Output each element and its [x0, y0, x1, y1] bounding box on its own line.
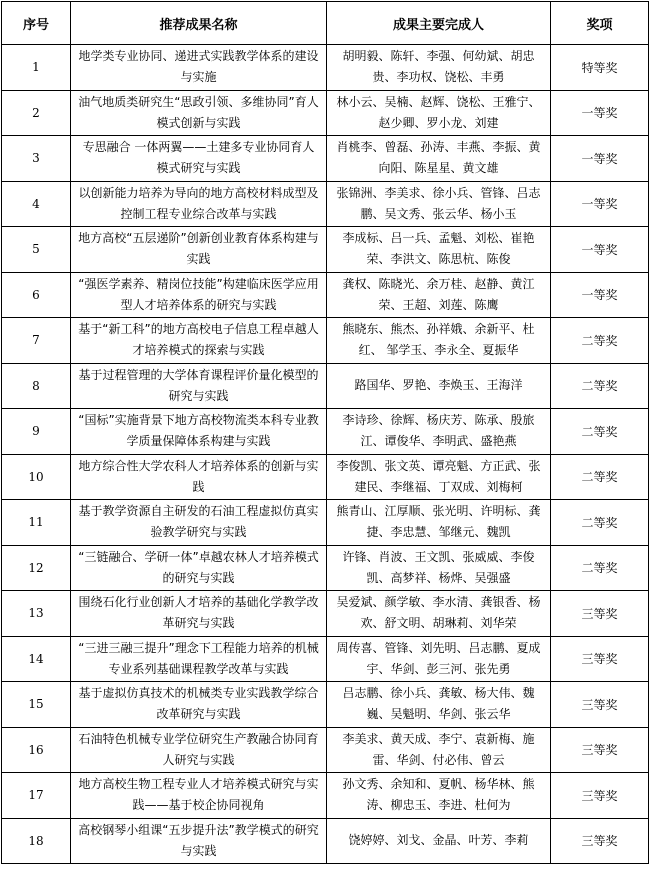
- award-cell: 三等奖: [551, 636, 649, 682]
- completers-cell: 路国华、罗艳、李焕玉、王海洋: [327, 363, 551, 409]
- table-row: [2, 409, 649, 455]
- completers-cell: 林小云、吴楠、赵辉、饶松、王雅宁、赵少卿、罗小龙、刘建: [327, 90, 551, 136]
- award-cell: 特等奖: [551, 45, 649, 91]
- award-cell: 一等奖: [551, 136, 649, 182]
- seq-cell: 5: [2, 227, 71, 273]
- completers-cell: 李诗珍、徐辉、杨庆芳、陈承、殷旅江、谭俊华、李明武、盛艳燕: [327, 409, 551, 455]
- award-cell: 二等奖: [551, 318, 649, 364]
- header-name: 推荐成果名称: [71, 2, 327, 45]
- table-row: [2, 591, 649, 637]
- award-cell: 一等奖: [551, 90, 649, 136]
- award-cell: 二等奖: [551, 545, 649, 591]
- completers-cell: 龚权、陈晓光、余万桂、赵静、黄江荣、王超、刘莲、陈鹰: [327, 272, 551, 318]
- award-cell: 三等奖: [551, 727, 649, 773]
- table-row: [2, 818, 649, 864]
- seq-cell: 18: [2, 818, 71, 864]
- achievement-name-cell: 油气地质类研究生“思政引领、多维协同”育人模式创新与实践: [71, 90, 327, 136]
- award-cell: 二等奖: [551, 454, 649, 500]
- table-row: [2, 136, 649, 182]
- seq-cell: 11: [2, 500, 71, 546]
- seq-cell: 17: [2, 773, 71, 819]
- completers-cell: 张锦洲、李美求、徐小兵、管锋、吕志鹏、吴文秀、张云华、杨小玉: [327, 181, 551, 227]
- header-award: 奖项: [551, 2, 649, 45]
- table-row: [2, 636, 649, 682]
- achievement-name-cell: 地方综合性大学农科人才培养体系的创新与实践: [71, 454, 327, 500]
- table-row: [2, 727, 649, 773]
- completers-cell: 肖桃李、曾磊、孙涛、丰燕、李振、黄向阳、陈星星、黄文雄: [327, 136, 551, 182]
- seq-cell: 15: [2, 682, 71, 728]
- table-row: [2, 773, 649, 819]
- achievement-name-cell: 围绕石化行业创新人才培养的基础化学教学改革研究与实践: [71, 591, 327, 637]
- table-row: [2, 45, 649, 91]
- seq-cell: 14: [2, 636, 71, 682]
- award-cell: 一等奖: [551, 227, 649, 273]
- achievement-name-cell: 基于“新工科”的地方高校电子信息工程卓越人才培养模式的探索与实践: [71, 318, 327, 364]
- achievement-name-cell: 石油特色机械专业学位研究生产教融合协同育人研究与实践: [71, 727, 327, 773]
- seq-cell: 12: [2, 545, 71, 591]
- table-row: [2, 181, 649, 227]
- table-row: [2, 227, 649, 273]
- table-row: [2, 90, 649, 136]
- achievement-name-cell: 专思融合 一体两翼——土建多专业协同育人模式研究与实践: [71, 136, 327, 182]
- table-row: [2, 454, 649, 500]
- achievement-name-cell: “国标”实施背景下地方高校物流类本科专业教学质量保障体系构建与实践: [71, 409, 327, 455]
- award-cell: 一等奖: [551, 181, 649, 227]
- award-cell: 二等奖: [551, 500, 649, 546]
- completers-cell: 许锋、肖波、王文凯、张威威、李俊凯、高梦祥、杨烨、吴强盛: [327, 545, 551, 591]
- award-cell: 一等奖: [551, 272, 649, 318]
- table-row: [2, 500, 649, 546]
- header-people: 成果主要完成人: [327, 2, 551, 45]
- completers-cell: 孙文秀、余知和、夏帆、杨华林、熊 涛、柳忠玉、李进、杜何为: [327, 773, 551, 819]
- seq-cell: 3: [2, 136, 71, 182]
- completers-cell: 吕志鹏、徐小兵、龚敏、杨大伟、魏巍、吴魁明、华剑、张云华: [327, 682, 551, 728]
- seq-cell: 8: [2, 363, 71, 409]
- seq-cell: 10: [2, 454, 71, 500]
- table-row: [2, 318, 649, 364]
- seq-cell: 16: [2, 727, 71, 773]
- achievement-name-cell: 以创新能力培养为导向的地方高校材料成型及控制工程专业综合改革与实践: [71, 181, 327, 227]
- completers-cell: 李成标、吕一兵、孟魁、刘松、崔艳荣、李洪文、陈思杭、陈俊: [327, 227, 551, 273]
- achievement-name-cell: “三链融合、学研一体”卓越农林人才培养模式的研究与实践: [71, 545, 327, 591]
- award-cell: 三等奖: [551, 818, 649, 864]
- seq-cell: 7: [2, 318, 71, 364]
- award-cell: 二等奖: [551, 363, 649, 409]
- award-cell: 三等奖: [551, 682, 649, 728]
- completers-cell: 李俊凯、张文英、谭亮魁、方正武、张建民、李继福、丁双成、刘梅柯: [327, 454, 551, 500]
- completers-cell: 熊晓东、熊杰、孙祥娥、余新平、杜红、 邹学玉、李永全、夏振华: [327, 318, 551, 364]
- table-row: [2, 545, 649, 591]
- achievement-name-cell: 基于过程管理的大学体育课程评价量化模型的研究与实践: [71, 363, 327, 409]
- table-row: [2, 272, 649, 318]
- seq-cell: 13: [2, 591, 71, 637]
- award-cell: 二等奖: [551, 409, 649, 455]
- achievement-name-cell: 地学类专业协同、递进式实践教学体系的建设与实施: [71, 45, 327, 91]
- completers-cell: 吴爱斌、颜学敏、李水清、龚银香、杨欢、舒文明、胡琳莉、刘华荣: [327, 591, 551, 637]
- table-row: [2, 682, 649, 728]
- table-row: [2, 363, 649, 409]
- seq-cell: 9: [2, 409, 71, 455]
- achievement-name-cell: 基于虚拟仿真技术的机械类专业实践教学综合改革研究与实践: [71, 682, 327, 728]
- awards-table: [1, 1, 649, 864]
- achievement-name-cell: 地方高校“五层递阶”创新创业教育体系构建与实践: [71, 227, 327, 273]
- completers-cell: 胡明毅、陈轩、李强、何幼斌、胡忠贵、李功权、饶松、丰勇: [327, 45, 551, 91]
- completers-cell: 李美求、黄天成、李宁、袁新梅、施雷、华剑、付必伟、曾云: [327, 727, 551, 773]
- seq-cell: 4: [2, 181, 71, 227]
- achievement-name-cell: 地方高校生物工程专业人才培养模式研究与实践——基于校企协同视角: [71, 773, 327, 819]
- header-row: [2, 2, 649, 45]
- achievement-name-cell: “强医学素养、精岗位技能”构建临床医学应用型人才培养体系的研究与实践: [71, 272, 327, 318]
- achievement-name-cell: 基于教学资源自主研发的石油工程虚拟仿真实验教学研究与实践: [71, 500, 327, 546]
- completers-cell: 周传喜、管锋、刘先明、吕志鹏、夏成宇、华剑、彭三河、张先勇: [327, 636, 551, 682]
- seq-cell: 6: [2, 272, 71, 318]
- award-cell: 三等奖: [551, 591, 649, 637]
- seq-cell: 2: [2, 90, 71, 136]
- header-seq: 序号: [2, 2, 71, 45]
- completers-cell: 熊青山、江厚顺、张光明、许明标、龚捷、李忠慧、邹继元、魏凯: [327, 500, 551, 546]
- completers-cell: 饶婷婷、刘戈、金晶、叶芳、李莉: [327, 818, 551, 864]
- achievement-name-cell: “三进三融三提升”理念下工程能力培养的机械专业系列基础课程教学改革与实践: [71, 636, 327, 682]
- award-cell: 三等奖: [551, 773, 649, 819]
- achievement-name-cell: 高校钢琴小组课“五步提升法”教学模式的研究与实践: [71, 818, 327, 864]
- seq-cell: 1: [2, 45, 71, 91]
